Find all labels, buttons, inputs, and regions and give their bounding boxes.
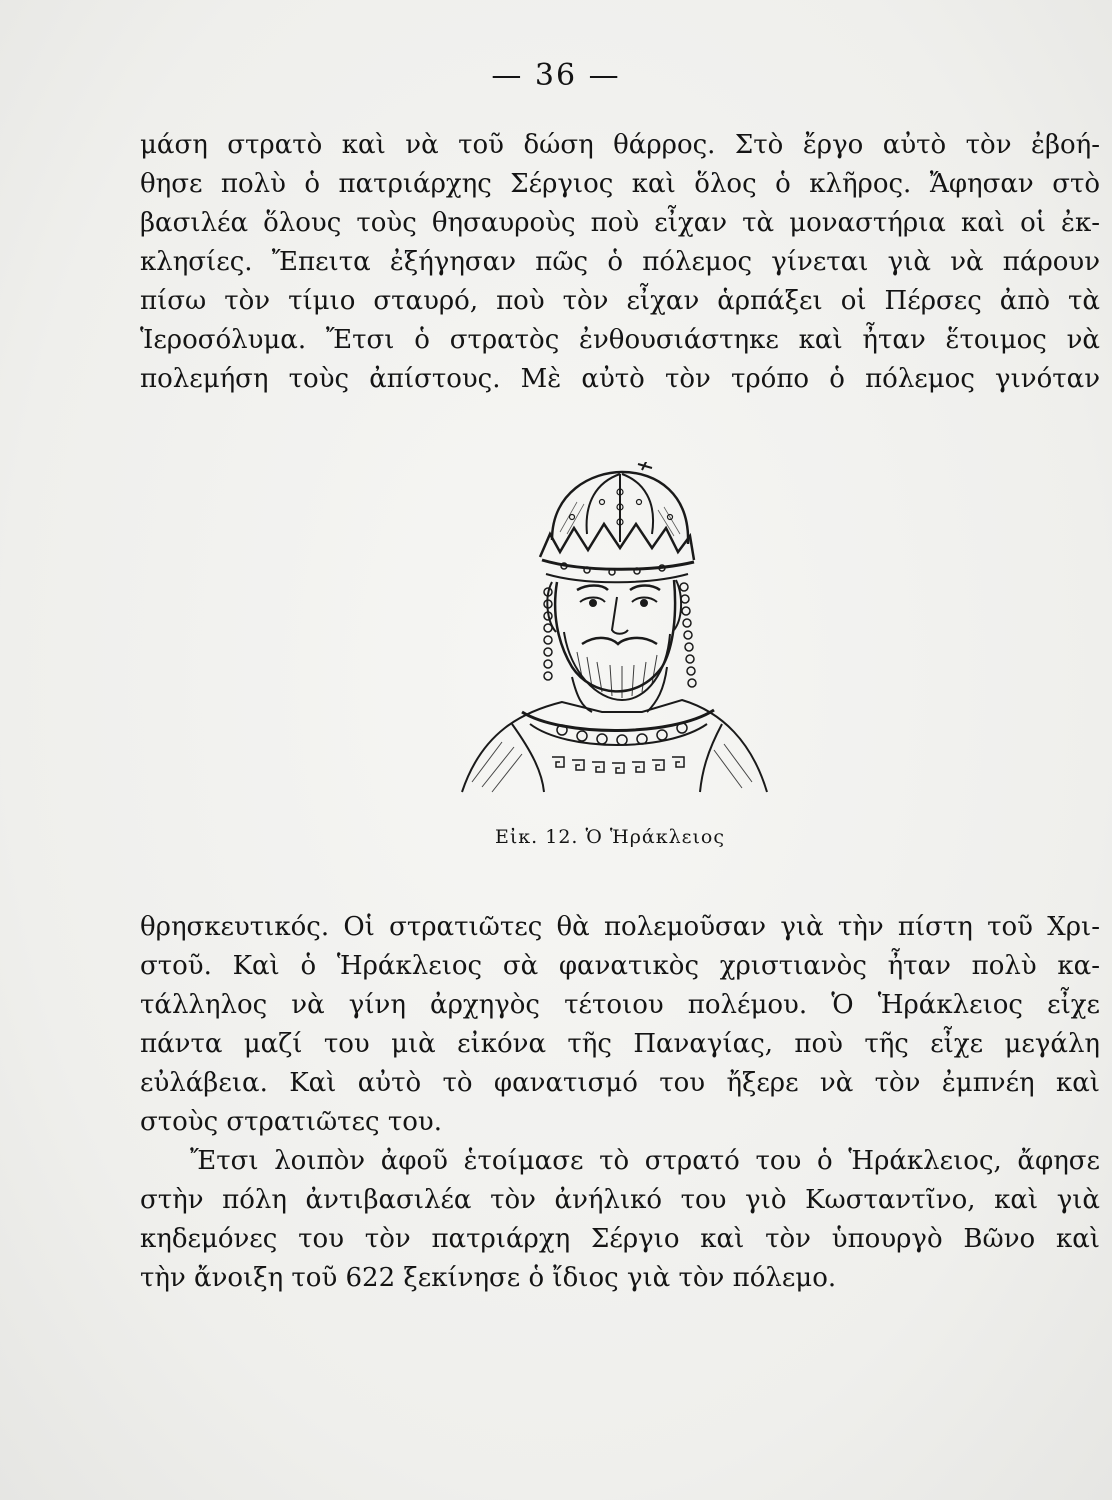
portrait-illustration xyxy=(452,462,782,807)
text-line: βασιλέα ὅλους τοὺς θησαυροὺς ποὺ εἶχαν τὰ μοναστήρια καὶ οἱ ἐκ- xyxy=(140,208,1100,238)
text-line: Ἔτσι λοιπὸν ἀφοῦ ἑτοίμασε τὸ στρατό του ὁ Ἡράκλειος, ἄφησε xyxy=(190,1146,1100,1176)
paragraph-bottom xyxy=(140,908,1100,1298)
text-line: στὴν πόλη ἀντιβασιλέα τὸν ἀνήλικό του γιὸ Κωσταντῖνο, καὶ γιὰ xyxy=(140,1185,1100,1215)
text-line: στοῦ. Καὶ ὁ Ἡράκλειος σὰ φανατικὸς χριστιανὸς ἦταν πολὺ κα- xyxy=(140,951,1100,981)
text-line: κλησίες. Ἔπειτα ἐξήγησαν πῶς ὁ πόλεμος γίνεται γιὰ νὰ πάρουν xyxy=(140,247,1100,277)
figure-caption: Εἰκ. 12. Ὁ Ἡράκλειος xyxy=(494,826,726,848)
text-line: μάση στρατὸ καὶ νὰ τοῦ δώση θάρρος. Στὸ ἔργο αὐτὸ τὸν ἐβοή- xyxy=(140,130,1100,160)
text-line: τὴν ἄνοιξη τοῦ 622 ξεκίνησε ὁ ἴδιος γιὰ τὸν πόλεμο. xyxy=(140,1263,837,1293)
text-line: πάντα μαζί του μιὰ εἰκόνα τῆς Παναγίας, ποὺ τῆς εἶχε μεγάλη xyxy=(140,1029,1100,1059)
text-line: κηδεμόνες του τὸν πατριάρχη Σέργιο καὶ τὸν ὑπουργὸ Βῶνο καὶ xyxy=(140,1224,1100,1254)
text-line: εὐλάβεια. Καὶ αὐτὸ τὸ φανατισμό του ἤξερε νὰ τὸν ἐμπνέη καὶ xyxy=(140,1068,1100,1098)
text-line: Ἱεροσόλυμα. Ἔτσι ὁ στρατὸς ἐνθουσιάστηκε καὶ ἦταν ἕτοιμος νὰ xyxy=(140,325,1100,355)
text-line: πίσω τὸν τίμιο σταυρό, ποὺ τὸν εἶχαν ἁρπάξει οἱ Πέρσες ἀπὸ τὰ xyxy=(140,286,1100,316)
emperor-portrait-drawing xyxy=(452,462,782,807)
text-line: πολεμήση τοὺς ἀπίστους. Μὲ αὐτὸ τὸν τρόπο ὁ πόλεμος γινόταν xyxy=(140,364,1100,394)
page-number: — 36 — xyxy=(491,58,621,93)
text-line: θησε πολὺ ὁ πατριάρχης Σέργιος καὶ ὅλος ὁ κλῆρος. Ἄφησαν στὸ xyxy=(140,169,1100,199)
text-line: τάλληλος νὰ γίνη ἀρχηγὸς τέτοιου πολέμου. Ὁ Ἡράκλειος εἶχε xyxy=(140,990,1100,1020)
text-line: στοὺς στρατιῶτες του. xyxy=(140,1107,442,1137)
paragraph-top xyxy=(140,126,1100,399)
text-line: θρησκευτικός. Οἱ στρατιῶτες θὰ πολεμοῦσαν γιὰ τὴν πίστη τοῦ Χρι- xyxy=(140,912,1100,942)
